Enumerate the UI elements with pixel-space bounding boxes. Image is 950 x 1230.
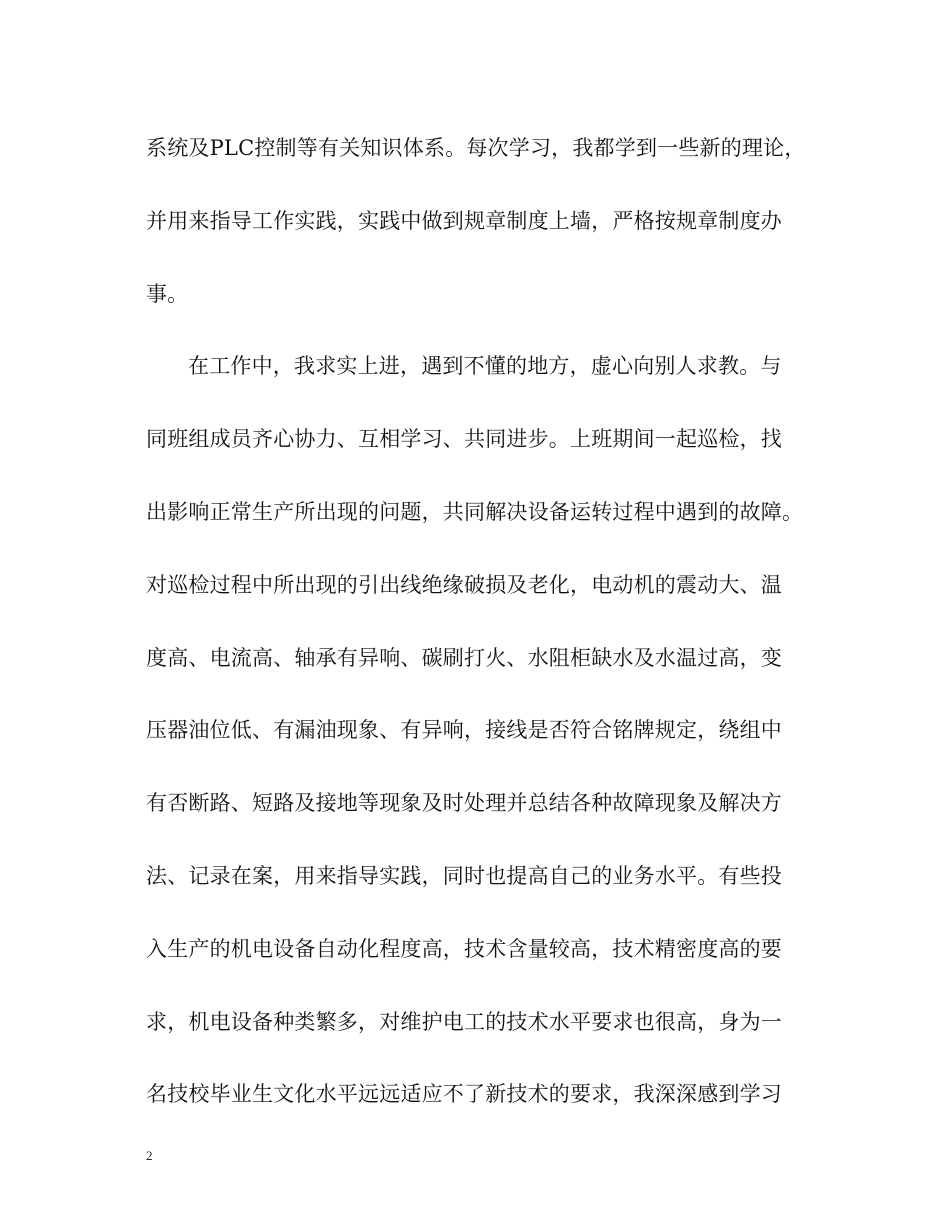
- text-line-14: 名技校毕业生文化水平远远适应不了新技术的要求，我深深感到学习: [146, 1082, 782, 1107]
- text-line-5: 同班组成员齐心协力、互相学习、共同进步。上班期间一起巡检，找: [146, 427, 782, 452]
- text-line-13: 求，机电设备种类繁多，对维护电工的技术水平要求也很高，身为一: [146, 1009, 782, 1034]
- text-line-7: 对巡检过程中所出现的引出线绝缘破损及老化，电动机的震动大、温: [146, 572, 782, 597]
- text-line-10: 有否断路、短路及接地等现象及时处理并总结各种故障现象及解决方: [146, 791, 782, 816]
- text-line-11: 法、记录在案，用来指导实践，同时也提高自己的业务水平。有些投: [146, 863, 782, 888]
- text-line-1: 系统及PLC控制等有关知识体系。每次学习，我都学到一些新的理论，: [146, 136, 806, 160]
- text-line-4: 在工作中，我求实上进，遇到不懂的地方，虚心向别人求教。与: [188, 354, 782, 379]
- body-text: [146, 122, 836, 1141]
- text-line-12: 入生产的机电设备自动化程度高，技术含量较高，技术精密度高的要: [146, 936, 782, 961]
- text-line-2: 并用来指导工作实践，实践中做到规章制度上墙，严格按规章制度办: [146, 208, 782, 233]
- page-number: 2: [146, 1148, 153, 1163]
- text-line-3: 事。: [146, 281, 189, 306]
- text-line-9: 压器油位低、有漏油现象、有异响，接线是否符合铭牌规定，绕组中: [146, 718, 782, 743]
- text-line-6: 出影响正常生产所出现的问题，共同解决设备运转过程中遇到的故障。: [146, 499, 804, 524]
- text-line-8: 度高、电流高、轴承有异响、碳刷打火、水阻柜缺水及水温过高，变: [146, 645, 782, 670]
